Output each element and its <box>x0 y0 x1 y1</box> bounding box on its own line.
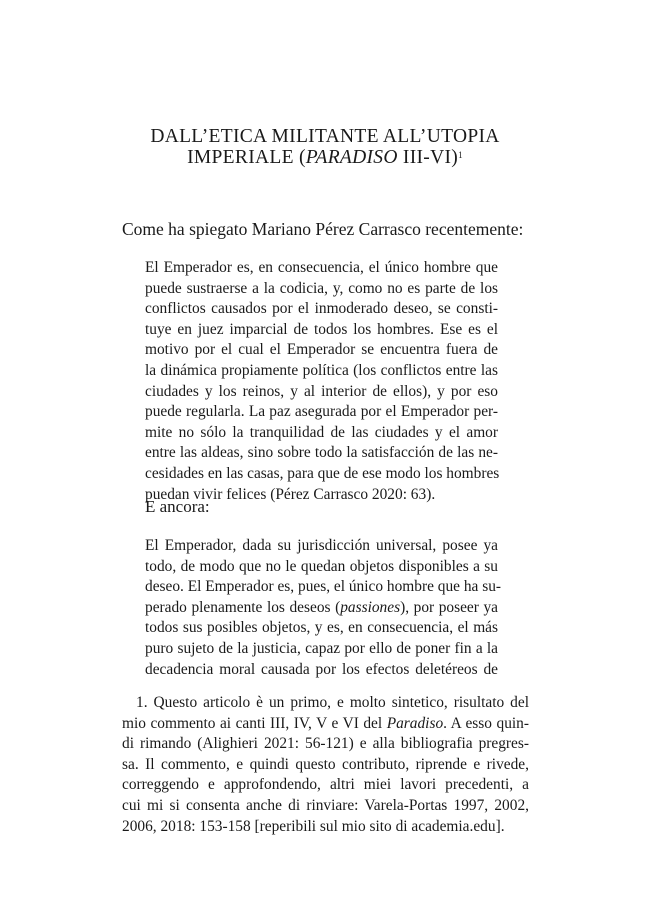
footnote-1 <box>122 693 529 837</box>
quote-line: deseo. El Emperador es, pues, el único hombre que ha su- <box>145 578 502 596</box>
quote-line: ciudades y los reinos, y al interior de ellos), y por eso <box>145 382 498 400</box>
footnote-line-part: mio commento ai canti III, IV, V e VI del <box>122 714 387 732</box>
quote-line: puedan vivir felices (Pérez Carrasco 2020: 63). <box>145 485 436 503</box>
quote-line: motivo por el cual el Emperador se encuentra fuera de <box>145 341 498 359</box>
title-line-2-suffix: III-VI) <box>397 147 459 168</box>
footnote-line <box>122 714 529 735</box>
footnote-line: cui mi si consenta anche di rinviare: Varela-Portas 1997, 2002, <box>122 796 529 814</box>
quote-line-part: perado plenamente los deseos ( <box>145 598 341 616</box>
footnote-line-part: . A esso quin- <box>443 714 529 732</box>
title-italic-paradiso: PARADISO <box>305 147 398 168</box>
e-ancora-text: E ancora: <box>145 497 210 516</box>
italic-passiones: passiones <box>340 598 401 616</box>
quote-line: tuye en juez imparcial de todos los hombres. Ese es el <box>145 320 498 338</box>
footnote-line: correggendo e approfondendo, altri miei lavori precedenti, a <box>122 776 529 794</box>
quote-line: conflictos causados por el inmoderado deseo, se consti- <box>145 300 498 318</box>
quote-line: la dinámica propiamente política (los conflictos entre las <box>145 361 498 379</box>
quote-line: cesidades en las casas, para que de ese modo los hombres <box>145 464 500 482</box>
footnote-marker: 1 <box>458 150 463 160</box>
quote-line: puede regularla. La paz asegurada por el Emperador per- <box>145 403 498 421</box>
italic-paradiso: Paradiso <box>386 714 444 732</box>
title-line-2-prefix: IMPERIALE ( <box>187 147 306 168</box>
quote-line: El Emperador es, en consecuencia, el único hombre que <box>145 259 498 276</box>
footnote-line: 1. Questo articolo è un primo, e molto sintetico, risultato del <box>136 694 529 711</box>
block-quote-1 <box>145 258 498 505</box>
footnote-line: sa. Il commento, e quindi questo contributo, riprende e rivede, <box>122 755 529 773</box>
quote-line: El Emperador, dada su jurisdicción universal, posee ya <box>145 537 498 554</box>
quote-line: mite no sólo la tranquilidad de las ciudades y el amor <box>145 423 498 441</box>
quote-line: puro sujeto de la justicia, capaz por ello de poner fin a la <box>145 639 498 657</box>
quote-line: todos sus posibles objetos, y es, en consecuencia, el más <box>145 619 498 637</box>
quote-line: puede sustraerse a la codicia, y, como no es parte de los <box>145 279 498 297</box>
block-quote-2 <box>145 536 502 680</box>
quote-line: todo, de modo que no le quedan objetos disponibles a su <box>145 557 498 575</box>
quote-line-part: ), por poseer ya <box>400 598 498 616</box>
title-line-1: DALL’ETICA MILITANTE ALL’UTOPIA <box>150 126 500 147</box>
footnote-line: di rimando (Alighieri 2021: 56-121) e alla bibliografia pregres- <box>122 735 529 753</box>
quote-line: entre las aldeas, sino sobre todo la satisfacción de las ne- <box>145 444 498 462</box>
intro-sentence: Come ha spiegato Mariano Pérez Carrasco recentemente: <box>122 219 524 239</box>
quote-line <box>145 598 498 619</box>
title-line-2 <box>0 147 650 168</box>
chapter-title <box>0 126 650 168</box>
footnote-line: 2006, 2018: 153-158 [reperibili sul mio sito di academia.edu]. <box>122 817 505 835</box>
quote-line: decadencia moral causada por los efectos deletéreos de <box>145 660 498 678</box>
